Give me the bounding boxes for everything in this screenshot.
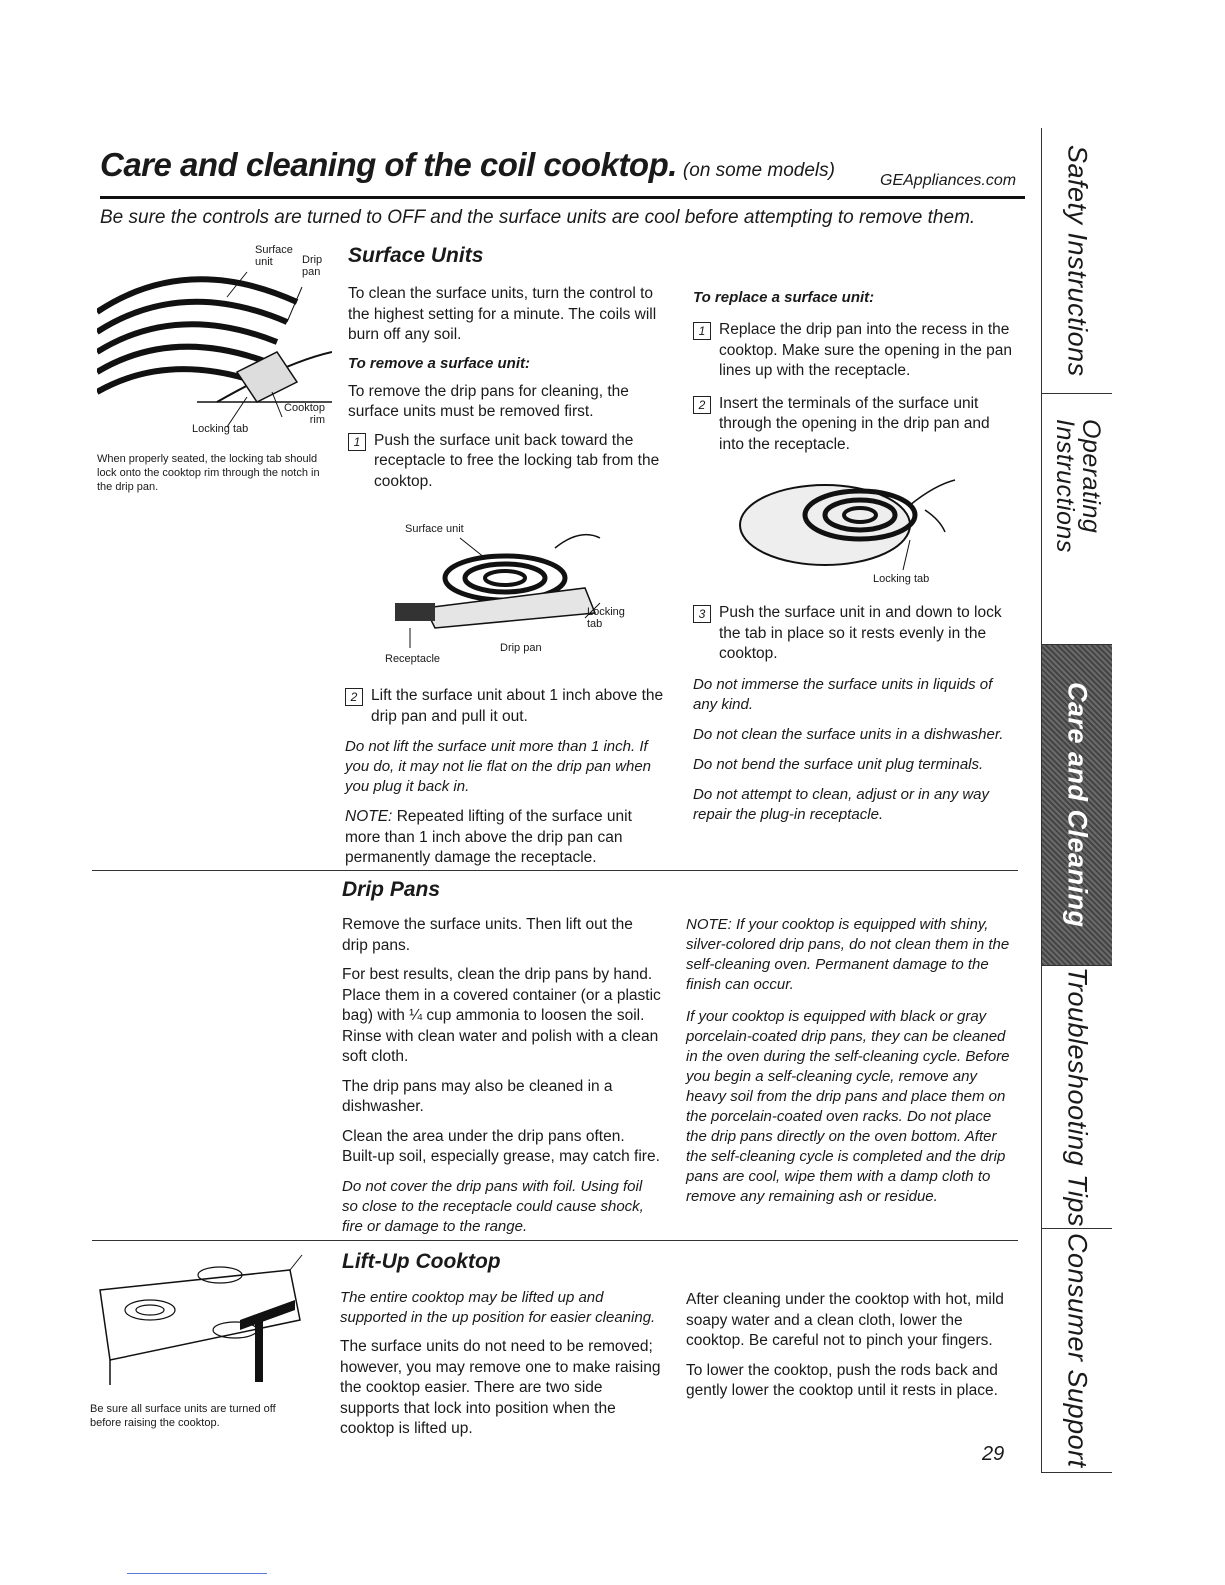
figure-caption-seated: When properly seated, the locking tab should lock onto the cooktop rim through the notch in the drip pan. xyxy=(97,453,320,493)
note-label: NOTE: xyxy=(686,916,732,933)
lift-up-para: The surface units do not need to be removed; however, you may remove one to make raising the cooktop easier. There are two side supports that lock into position when the cooktop is lifted up. xyxy=(340,1338,661,1437)
lift-up-figure xyxy=(90,1250,305,1390)
drip-pans-para-3: The drip pans may also be cleaned in a dishwasher. xyxy=(342,1077,613,1115)
tab-consumer-support[interactable] xyxy=(1042,1229,1112,1473)
heading-surface-units: Surface Units xyxy=(348,244,484,267)
drip-pans-para-1: Remove the surface units. Then lift out the drip pans. xyxy=(342,916,633,954)
site-url[interactable]: GEAppliances.com xyxy=(880,172,1017,189)
remove-unit-figure xyxy=(365,518,625,668)
label-drip-pan: Drip pan xyxy=(302,254,323,278)
footer-line xyxy=(127,1573,267,1574)
lift-up-col2 xyxy=(686,1290,1011,1402)
label-receptacle: Receptacle xyxy=(385,653,441,665)
tab-operating-instructions[interactable] xyxy=(1042,394,1112,645)
surface-units-col1 xyxy=(348,284,668,492)
remove-warning: Do not lift the surface unit more than 1 inch. If you do, it may not lie flat on the drip pan when you plug it back in. xyxy=(345,738,652,795)
page-title-sub: (on some models) xyxy=(682,160,835,181)
step-number: 2 xyxy=(345,688,363,706)
remove-heading: To remove a surface unit: xyxy=(348,354,530,372)
drip-pans-para-2: For best results, clean the drip pans by hand. Place them in a covered container (or a plastic bag) with ¼ cup ammonia to loosen the soil. Rinse with clean water and polish with a clean soft cloth. xyxy=(342,966,661,1065)
note-text: If your cooktop is equipped with shiny, silver-colored drip pans, do not clean them in the self-cleaning oven. Permanent damage to the finish can occur. xyxy=(686,916,1010,993)
lift-up-intro: The entire cooktop may be lifted up and supported in the up position for easier cleaning. xyxy=(340,1289,656,1326)
lift-up-after: After cleaning under the cooktop with hot, mild soapy water and a clean cloth, lower the cooktop. Be careful not to pinch your fingers. xyxy=(686,1291,1004,1349)
tab-label: Consumer Support xyxy=(1062,1233,1093,1468)
step-text: Insert the terminals of the surface unit through the opening in the drip pan and into the receptacle. xyxy=(719,394,990,453)
caution-3: Do not bend the surface unit plug terminals. xyxy=(693,755,984,773)
note-text: Repeated lifting of the surface unit more than 1 inch above the drip pan can permanently damage the receptacle. xyxy=(345,808,632,866)
lift-up-lower: To lower the cooktop, push the rods back and gently lower the cooktop until it rests in place. xyxy=(686,1361,998,1399)
step-text: Replace the drip pan into the recess in the cooktop. Make sure the opening in the pan lines up with the receptacle. xyxy=(719,321,1012,379)
caution-2: Do not clean the surface units in a dishwasher. xyxy=(693,725,1004,743)
remove-intro: To remove the drip pans for cleaning, the surface units must be removed first. xyxy=(348,382,629,420)
heading-lift-up: Lift-Up Cooktop xyxy=(342,1250,501,1273)
replace-step-3 xyxy=(693,603,1018,665)
drip-pans-col1 xyxy=(342,915,662,1237)
drip-pans-porcelain: If your cooktop is equipped with black or gray porcelain-coated drip pans, they can be cleaned in the oven during the self-cleaning cycle. Before you begin a self-cleaning cycle, remove any heavy soil from the drip pans and place them on the porcelain-coated oven racks. Do not place the drip pans directly on the oven bottom. After the self-cleaning cycle is completed and the drip pans are cool, wipe them with a damp cloth to remove any remaining ash or residue. xyxy=(686,1008,1010,1205)
section-divider-2 xyxy=(92,1240,1018,1241)
surface-units-col2-lower xyxy=(693,603,1018,825)
remove-step-1 xyxy=(348,431,668,493)
caution-4: Do not attempt to clean, adjust or in any way repair the plug-in receptacle. xyxy=(693,785,989,823)
page-number: 29 xyxy=(982,1443,1005,1465)
surface-units-col1-lower xyxy=(345,686,670,869)
label-surface-unit: Surface unit xyxy=(255,244,293,268)
figure-caption-lift-up: Be sure all surface units are turned off before raising the cooktop. xyxy=(90,1403,276,1429)
replace-step-1 xyxy=(693,320,1018,382)
tab-safety-instructions[interactable] xyxy=(1042,128,1112,394)
tab-label: Troubleshooting Tips xyxy=(1062,967,1093,1227)
surface-units-intro: To clean the surface units, turn the control to the highest setting for a minute. The coils will burn off any soil. xyxy=(348,285,657,343)
drip-pans-para-4: Clean the area under the drip pans often. Built-up soil, especially grease, may catch fire. xyxy=(342,1127,660,1165)
heading-drip-pans: Drip Pans xyxy=(342,878,441,901)
step-number: 1 xyxy=(348,433,366,451)
surface-units-col2 xyxy=(693,288,1018,455)
caution-1: Do not immerse the surface units in liquids of any kind. xyxy=(693,675,993,713)
surface-units-note xyxy=(345,807,670,869)
step-text: Push the surface unit in and down to lock the tab in place so it rests evenly in the cooktop. xyxy=(719,604,1002,662)
drip-pans-warning: Do not cover the drip pans with foil. Using foil so close to the receptacle could cause shock, fire or damage to the range. xyxy=(342,1177,644,1235)
label-cooktop-rim: Cooktop rim xyxy=(284,402,325,426)
label-locking-tab-3: Locking tab xyxy=(873,573,930,585)
tab-label: Safety Instructions xyxy=(1062,144,1093,377)
title-rule xyxy=(100,196,1025,199)
label-surface-unit-2: Surface unit xyxy=(405,523,464,535)
drip-pans-note xyxy=(686,915,1016,995)
surface-unit-seated-figure xyxy=(97,242,332,442)
label-drip-pan-2: Drip pan xyxy=(500,642,542,654)
step-text: Lift the surface unit about 1 inch above the drip pan and pull it out. xyxy=(371,687,664,725)
tab-troubleshooting-tips[interactable] xyxy=(1042,966,1112,1229)
replace-step-2 xyxy=(693,394,1018,456)
page-title-main: Care and cleaning of the coil cooktop. xyxy=(100,146,677,183)
step-number: 2 xyxy=(693,396,711,414)
safety-warning: Be sure the controls are turned to OFF and the surface units are cool before attempting to remove them. xyxy=(100,207,976,228)
replace-heading: To replace a surface unit: xyxy=(693,289,875,306)
replace-unit-illustration xyxy=(735,470,965,580)
drip-pans-col2 xyxy=(686,915,1016,1207)
tab-care-and-cleaning[interactable] xyxy=(1042,645,1112,966)
section-divider-1 xyxy=(92,870,1018,871)
label-locking-tab-2: Locking tab xyxy=(587,606,625,630)
page-title xyxy=(100,146,835,184)
note-label: NOTE: xyxy=(345,808,393,825)
remove-unit-illustration xyxy=(365,518,625,668)
lift-up-illustration xyxy=(90,1250,305,1390)
replace-unit-figure xyxy=(735,470,965,595)
step-text: Push the surface unit back toward the receptacle to free the locking tab from the cooktop. xyxy=(374,431,660,490)
remove-step-2 xyxy=(345,686,670,727)
tab-label: Operating Instructions xyxy=(1051,419,1105,553)
label-locking-tab: Locking tab xyxy=(192,423,249,435)
step-number: 3 xyxy=(693,605,711,623)
tab-label: Care and Cleaning xyxy=(1062,682,1093,928)
lift-up-col1 xyxy=(340,1288,662,1440)
step-number: 1 xyxy=(693,322,711,340)
side-tabs xyxy=(1041,128,1112,1473)
